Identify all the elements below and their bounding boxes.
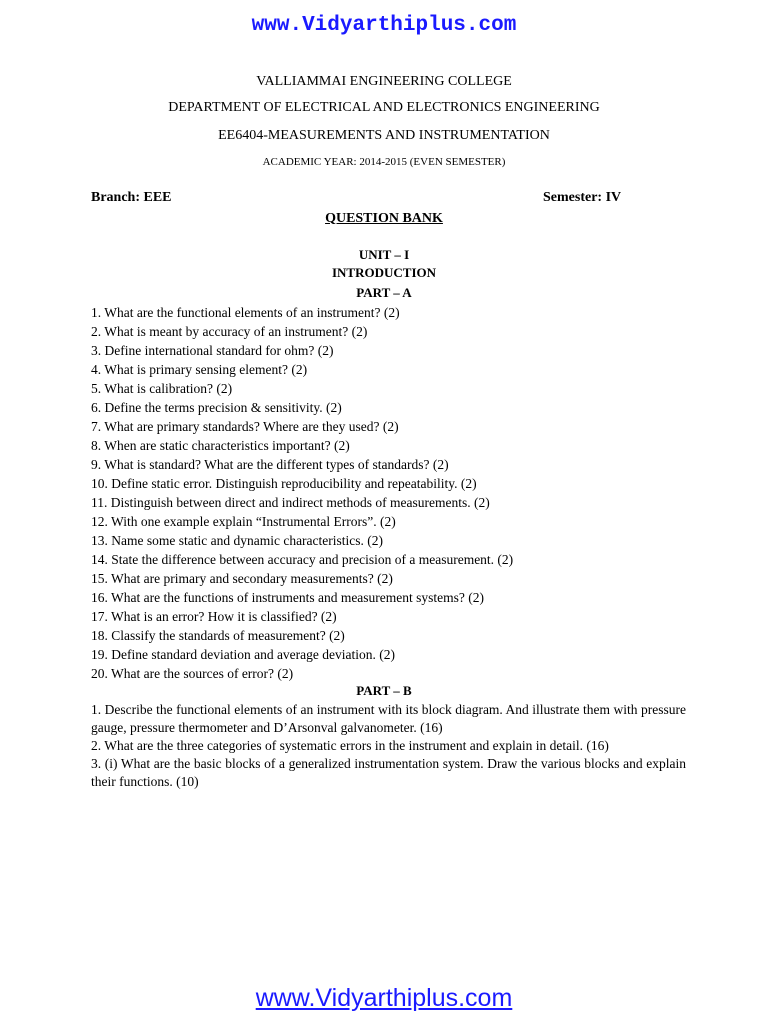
question-item: 16. What are the functions of instruments and measurement systems? (2) bbox=[91, 590, 485, 605]
part-a-heading: PART – A bbox=[356, 285, 412, 300]
college-name: VALLIAMMAI ENGINEERING COLLEGE bbox=[256, 74, 512, 89]
semester-label: Semester: IV bbox=[543, 190, 622, 205]
question-item: 8. When are static characteristics important? (2) bbox=[91, 438, 350, 453]
question-item: 7. What are primary standards? Where are they used? (2) bbox=[91, 419, 399, 434]
course-title: EE6404-MEASUREMENTS AND INSTRUMENTATION bbox=[218, 128, 550, 143]
question-item: 3. (i) What are the basic blocks of a generalized instrumentation system. Draw the various blocks and explain their functions. (10) bbox=[91, 756, 686, 789]
unit-title: INTRODUCTION bbox=[331, 265, 436, 280]
question-item: 11. Distinguish between direct and indirect methods of measurements. (2) bbox=[91, 495, 490, 510]
question-item: 20. What are the sources of error? (2) bbox=[91, 666, 294, 681]
question-item: 13. Name some static and dynamic characteristics. (2) bbox=[91, 533, 384, 548]
question-item: 5. What is calibration? (2) bbox=[91, 381, 233, 396]
question-item: 19. Define standard deviation and average deviation. (2) bbox=[91, 647, 396, 662]
question-item: 14. State the difference between accuracy and precision of a measurement. (2) bbox=[91, 552, 514, 567]
question-item: 18. Classify the standards of measurement? (2) bbox=[91, 628, 345, 643]
unit-heading: UNIT – I bbox=[358, 247, 410, 262]
document-title: QUESTION BANK bbox=[325, 211, 443, 226]
academic-year: ACADEMIC YEAR: 2014-2015 (EVEN SEMESTER) bbox=[262, 156, 506, 168]
question-item: 1. What are the functional elements of an instrument? (2) bbox=[91, 305, 400, 320]
question-item: 6. Define the terms precision & sensitivity. (2) bbox=[91, 400, 342, 415]
question-item: 4. What is primary sensing element? (2) bbox=[91, 362, 308, 377]
department-name: DEPARTMENT OF ELECTRICAL AND ELECTRONICS ENGINEERING bbox=[168, 100, 600, 115]
question-item: 10. Define static error. Distinguish reproducibility and repeatability. (2) bbox=[91, 476, 477, 491]
question-item: 2. What are the three categories of systematic errors in the instrument and explain in detail. (16) bbox=[91, 738, 609, 753]
question-item: 9. What is standard? What are the different types of standards? (2) bbox=[91, 457, 449, 472]
question-item: 15. What are primary and secondary measurements? (2) bbox=[91, 571, 393, 586]
branch-label: Branch: EEE bbox=[91, 190, 172, 205]
question-item: 17. What is an error? How it is classified? (2) bbox=[91, 609, 337, 624]
question-item: 3. Define international standard for ohm? (2) bbox=[91, 343, 334, 358]
question-item: 12. With one example explain “Instrumental Errors”. (2) bbox=[91, 514, 396, 529]
part-b-heading: PART – B bbox=[356, 683, 412, 698]
footer-site-link[interactable]: www.Vidyarthiplus.com bbox=[255, 984, 513, 1012]
question-item: 1. Describe the functional elements of an instrument with its block diagram. And illustrate them with pressure gauge, pressure thermometer and D’Arsonval galvanometer. (16) bbox=[91, 702, 686, 735]
part-a-question-list bbox=[91, 303, 691, 683]
question-item: 2. What is meant by accuracy of an instrument? (2) bbox=[91, 324, 368, 339]
part-b-question-list bbox=[91, 701, 686, 791]
header-site-link[interactable]: www.Vidyarthiplus.com bbox=[251, 14, 517, 37]
